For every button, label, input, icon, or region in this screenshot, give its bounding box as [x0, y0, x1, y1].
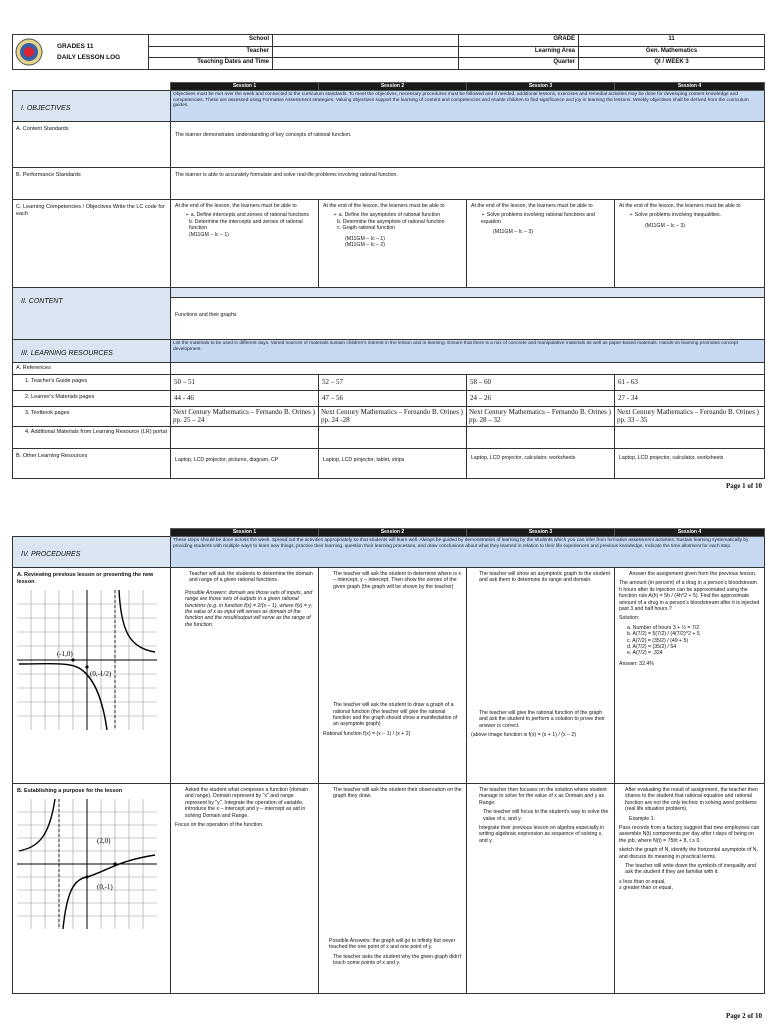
lm-session-1: 44 - 46	[171, 391, 319, 407]
competency-item: b. Determine the asymptote of rational function	[337, 218, 445, 225]
page-1	[12, 34, 764, 479]
procedure-text: Answer: 32.4%	[619, 660, 654, 667]
competency-item: b. Determine the intercepts and zeroes of rational function	[189, 218, 303, 232]
procedure-text: The teacher asks the student why the given graph didn't touch some points of x and y.	[333, 953, 462, 967]
procedure-a-session-1	[171, 568, 319, 784]
procedure-text: The teacher will ask the student to draw a graph of a rational function (the teacher will give the rational function and the graph should show a manifestation of an asymptote graph)	[333, 702, 458, 728]
other-session-3: Laptop, LCD projector, calculator, worksheets	[467, 449, 615, 479]
session-2-header: Session 2	[319, 83, 467, 91]
competency-session-2: At the end of the lesson, the learners must be able to ➢ a. Define the asymptotes of rational function b. Determine the asymptote of rational function c. Graph rational function (M11GM – Ic – 1) (M11GM – Ic – 2)	[319, 200, 467, 288]
header-table	[12, 34, 765, 70]
session-3-header: Session 3	[467, 83, 615, 91]
content-standards-text: The learner demonstrates understanding of key concepts of rational function.	[171, 122, 765, 168]
procedure-a-session-4	[615, 568, 765, 784]
procedures-note: These steps should be done across the week. Spread out the activities appropriately so that students will learn well. Always be guided by demonstration of learning by the students which you can infer from formative assessment activities. Sustain learning systematically by providing students with multiple ways to learn new things, practice their learning, question their learning processes, and draw conclusions about what they learned in relation to their life experiences and previous knowledge. Indicate the time allotment for each step.	[171, 537, 765, 568]
competency-code: (M11GM – Ic – 3)	[493, 229, 533, 236]
procedure-text: ≤ less than or equal,	[619, 878, 666, 885]
solution-step: b. A(7/2) = 5(7/2) / (4(7/2)^2 + 5	[627, 631, 700, 638]
dll-table-2	[12, 528, 765, 994]
procedure-b-session-3	[467, 784, 615, 994]
objectives-section	[13, 91, 171, 122]
area-label: Learning Area	[459, 46, 579, 58]
header-title-cell	[13, 35, 149, 70]
dates-label: Teaching Dates and Time	[149, 58, 273, 70]
procedure-text: The teacher will focus to the student's way to solve the value of x, and y.	[483, 809, 609, 822]
procedure-b-session-2	[319, 784, 467, 994]
session-4-header: Session 4	[615, 83, 765, 91]
procedure-b-session-4	[615, 784, 765, 994]
competency-intro: At the end of the lesson, the learners must be able to	[323, 203, 445, 209]
procedure-text: Example 1:	[629, 815, 655, 822]
graph-b-label: (0,-1)	[97, 883, 113, 891]
other-session-4: Laptop, LCD projector, calculator, worksheets	[615, 449, 765, 479]
tb-session-4: Next Century Mathematics – Fernando B. Orines ) pp. 33 - 35	[615, 407, 765, 427]
solution-step: e. A(7/2) = .324	[627, 650, 663, 657]
session-4-header: Session 4	[615, 529, 765, 537]
competency-code: (M11GM – Ic – 1)	[345, 235, 385, 242]
dll-table-1	[12, 82, 765, 479]
procedure-text: Teacher will ask the students to determine the domain and range of a given rational functions.	[189, 571, 313, 584]
competency-intro: At the end of the lesson, the learners must be able to	[471, 203, 593, 209]
procedure-text: The teacher will ask the student to determine where is x – intercept, y – intercept. Then show the zeroes of the given graph (the graph will be shown by the teacher)	[333, 571, 462, 590]
tg-session-1: 50 – 51	[171, 375, 319, 391]
other-session-1: Laptop, LCD projector, pictures, diagram, CP	[171, 449, 319, 479]
procedure-a-cell	[13, 568, 171, 784]
procedure-text: Possible Answers: domain are those sets of inputs, and range are those sets of outputs in a given rational functions (e.g. in function f(x) = 2/(x – 1), where f(x) = y; the value of x as input will serves as domain of the function and the result/output will serve as the range of the function.	[185, 589, 313, 628]
school-value	[273, 35, 459, 47]
lm-session-2: 47 – 56	[319, 391, 467, 407]
procedure-text: The amount (in percent) of a drug in a person's bloodstream h hours after its injection can be approximated using the function rule A(h) = 5h / (4h^2 + 5). Find the approximate amount of a drug in a person's bloodstream after it is injected past 3 and half hours.?	[619, 580, 760, 613]
procedure-text: sketch the graph of N, identify the horizontal asymptote of N, and discuss its meaning in practical terms.	[619, 847, 758, 860]
competency-session-4: At the end of the lesson, the learners must be able to ➢ Solve problems involving inequalities. (M11GM – Ic – 3)	[615, 200, 765, 288]
procedure-text: Rational function f(x) = (x – 1) / (x + 2)	[323, 730, 411, 737]
procedure-text: Focus on the operation of the function.	[175, 822, 264, 829]
content-section	[13, 288, 171, 340]
competency-session-1: At the end of the lesson, the learners must be able to ➢ a. Define intercepts and zeroes of rational functions b. Determine the intercepts and zeroes of rational function (M11GM – Ic – 1)	[171, 200, 319, 288]
procedure-a-label: A. Reviewing previous lesson or presenting the new lesson	[17, 572, 154, 585]
area-value: Gen. Mathematics	[579, 46, 765, 58]
grade-value: 11	[579, 35, 765, 47]
competency-item: a. Define intercepts and zeroes of rational functions	[190, 212, 310, 219]
resources-title: III. LEARNING RESOURCES	[21, 350, 113, 357]
dates-value	[273, 58, 459, 70]
tg-label: 1. Teacher's Guide pages	[13, 375, 171, 391]
solution-step: d. A(7/2) = (35/2) / 54	[627, 644, 677, 651]
graph-a-label: (-1,0)	[57, 650, 73, 658]
procedure-text: Integrate their previous lesson on algebra especially in writing algebraic expression as sequence of solving x, and y.	[479, 825, 605, 844]
competency-session-3: At the end of the lesson, the learners must be able to ➢ Solve problems involving rational functions and equation (M11GM – Ic – 3)	[467, 200, 615, 288]
competency-code: (M11GM – Ic – 3)	[645, 222, 685, 229]
procedure-text: Possible Answers: the graph will go to infinity but never touched the one point of x and one point of y.	[329, 937, 456, 951]
competency-intro: At the end of the lesson, the learners must be able to	[175, 203, 297, 209]
log-label: DAILY LESSON LOG	[57, 54, 121, 61]
competency-item: a. Define the asymptotes of rational function	[338, 212, 441, 219]
procedure-a-session-3	[467, 568, 615, 784]
lm-session-4: 27 - 34	[615, 391, 765, 407]
tb-session-3: Next Century Mathematics – Fernando B. Orines ) pp. 28 – 32	[467, 407, 615, 427]
procedure-text: The teacher will give the rational function of the graph and ask the student to perform a solution to prove their answer is correct.	[479, 709, 605, 729]
solution-step: c. A(7/2) = (35/2) / (49 + 5)	[627, 637, 689, 644]
procedure-text: Solution:	[619, 615, 640, 622]
deped-seal-icon	[15, 38, 43, 66]
tb-session-1: Next Century Mathematics – Fernando B. Orines ) pp. 25 – 24	[171, 407, 319, 427]
quarter-label: Quarter	[459, 58, 579, 70]
session-1-header: Session 1	[171, 83, 319, 91]
school-label: School	[149, 35, 273, 47]
procedure-text: The teacher will write down the symbols of inequality and ask the student if they are familiar with it.	[625, 863, 756, 876]
procedure-text: (above image function is f(x) = (x + 1) / (x – 2)	[471, 732, 576, 739]
resources-section	[13, 340, 171, 363]
teacher-value	[273, 46, 459, 58]
graph-a-label: (0,-1/2)	[90, 670, 112, 678]
grades-label: GRADES 11	[57, 43, 94, 50]
competency-intro: At the end of the lesson, the learners must be able to	[619, 203, 741, 209]
procedure-text: After evaluating the result of assignment, the teacher then shares to the student that rational equation and rational function are not the only technic in solving word problems (real life situation problem).	[625, 787, 758, 813]
tg-session-2: 52 – 57	[319, 375, 467, 391]
lr-label: 4. Additional Materials from Learning Resource (LR) portal	[13, 427, 171, 449]
graph-b-figure	[17, 799, 157, 929]
competency-item: Solve problems involving inequalities.	[634, 212, 722, 219]
grade-label: GRADE	[459, 35, 579, 47]
content-title: II. CONTENT	[21, 298, 63, 305]
tb-session-2: Next Century Mathematics – Fernando B. Orines ) pp. 24 -28	[319, 407, 467, 427]
content-standards-label: A. Content Standards	[13, 122, 171, 168]
performance-standards-label: B. Performance Standards	[13, 168, 171, 200]
procedure-a-session-2	[319, 568, 467, 784]
other-resources-label: B. Other Learning Resources	[13, 449, 171, 479]
resources-note: List the materials to be used in different days. Varied sources of materials sustain children's interest in the lesson and in learning. Ensure that there is a mix of concrete and manipulative materials as well as paper-based materials. Hands-on learning promotes concept development.	[171, 340, 765, 363]
page-2-number: Page 2 of 10	[726, 1012, 762, 1020]
page-1-number: Page 1 of 10	[726, 482, 762, 490]
solution-step: a. Number of hours 3 + ½ = 7/2	[627, 624, 700, 631]
procedure-b-session-1	[171, 784, 319, 994]
tg-session-3: 58 – 60	[467, 375, 615, 391]
competency-item: c. Graph rational function	[337, 225, 395, 232]
procedure-b-label: B. Establishing a purpose for the lesson	[17, 788, 123, 794]
competency-code: (M11GM – Ic – 1)	[189, 231, 229, 238]
page-2	[12, 528, 764, 994]
procedure-text: Answer the assignment given from the previous lesson.	[629, 571, 757, 577]
tb-label: 3. Textbook pages	[13, 407, 171, 427]
objectives-title: I. OBJECTIVES	[21, 105, 71, 112]
lm-session-3: 24 – 26	[467, 391, 615, 407]
procedure-text: The teacher will ask the student their observation on the graph they draw.	[333, 787, 462, 800]
competencies-label: C. Learning Competencies / Objectives Write the LC code for each	[13, 200, 171, 288]
procedure-text: The teacher then focuses on the solution where student manage to solve for the value of x as Domain and y as Range.	[479, 787, 607, 806]
content-text: Functions and their graphs	[171, 298, 765, 340]
procedure-b-cell	[13, 784, 171, 994]
session-1-header: Session 1	[171, 529, 319, 537]
quarter-value: QI / WEEK 3	[579, 58, 765, 70]
procedures-title: IV. PROCEDURES	[21, 551, 81, 558]
competency-item: Solve problems involving rational functions and equation	[481, 212, 595, 225]
procedure-text: ≥ greater than or equal,	[619, 885, 673, 892]
session-3-header: Session 3	[467, 529, 615, 537]
graph-b-label: (2,0)	[97, 837, 111, 845]
tg-session-4: 61 - 63	[615, 375, 765, 391]
procedure-text: The teacher will show an asymptotic graph to the student and ask them to determine its range and domain.	[479, 571, 610, 584]
procedures-section	[13, 537, 171, 568]
session-2-header: Session 2	[319, 529, 467, 537]
performance-standards-text: The learner is able to accurately formulate and solve real-life problems involving rational function.	[171, 168, 765, 200]
lm-label: 2. Learner's Materials pages	[13, 391, 171, 407]
graph-a-figure	[17, 590, 157, 730]
references-label: A. References	[13, 363, 171, 375]
other-session-2: Laptop, LCD projector, tablet, strips	[319, 449, 467, 479]
objectives-note: Objectives must be met over the week and connected to the curriculum standards. To meet the objectives, necessary procedures must be followed and if needed, additional lessons, exercises and remedial activities may be done for developing content knowledge and competencies. These are assessed using Formative Assessment strategies. Valuing objectives support the learning of content and competencies and enable children to find significance and joy in learning the lessons. Weekly objectives shall be derived from the curriculum guides.	[171, 91, 765, 122]
procedure-text: Pass records from a factory suggest that new employees can assemble N(t) components per day after t days of being on the job, where N(t) = 75t/t + 8, t ≥ 0.	[619, 825, 760, 844]
competency-code: (M11GM – Ic – 2)	[345, 242, 385, 249]
teacher-label: Teacher	[149, 46, 273, 58]
procedure-text: Asked the student what composes a function (domain and range). Domain represent by "x" and range represent by "y". Integrate the operation of variable, introduce the x – intercept and y – intercept as aid in solving Domain and Range.	[185, 787, 309, 819]
